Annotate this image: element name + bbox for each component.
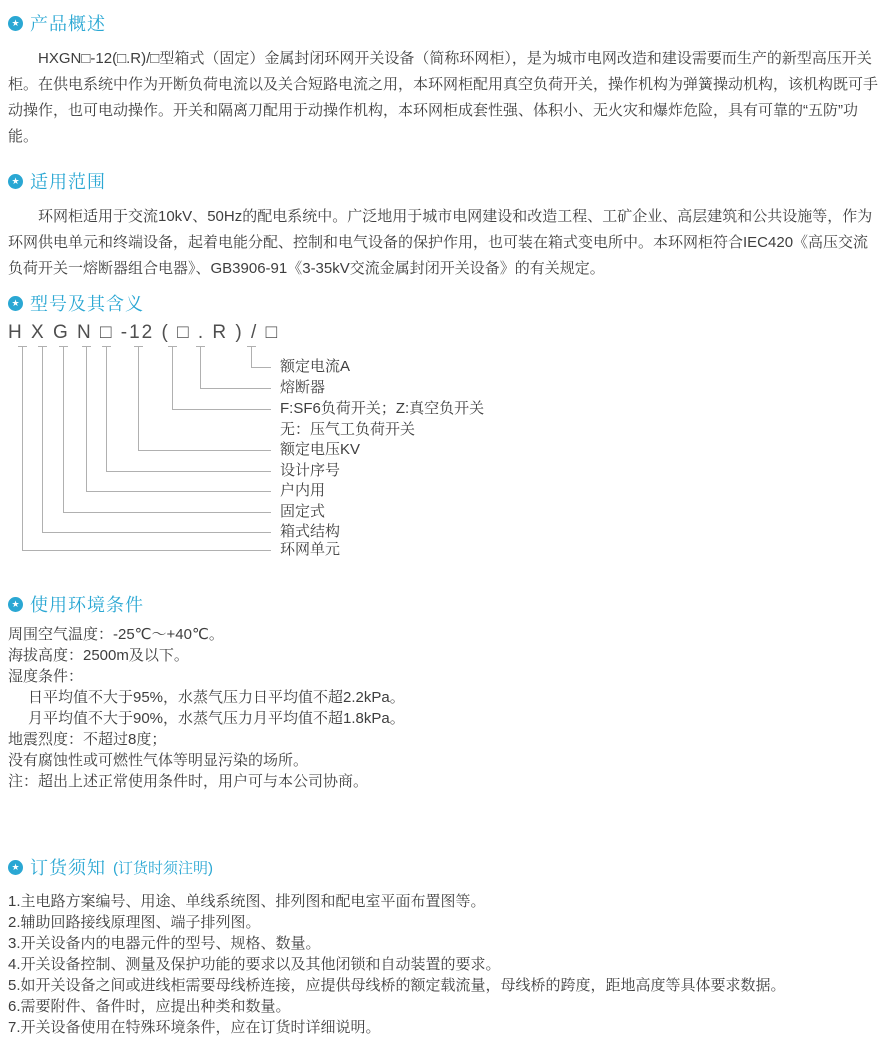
section-ordering-subtitle: (订货时须注明) (113, 859, 213, 877)
connector-vline (42, 346, 43, 532)
ordering-item: 7.开关设备使用在特殊环境条件，应在订货时详细说明。 (8, 1019, 381, 1036)
model-label-ring-unit: 环网单元 (280, 541, 341, 558)
section-environment-title: 使用环境条件 (30, 595, 144, 615)
section-overview-title: 产品概述 (30, 14, 106, 34)
env-line: 日平均值不大于95%，水蒸气压力日平均值不超2.2kPa。 (28, 689, 405, 706)
ordering-item: 3.开关设备内的电器元件的型号、规格、数量。 (8, 935, 321, 952)
connector-vline (86, 346, 87, 491)
connector-hline (200, 388, 271, 389)
model-label-rated-current: 额定电流A (280, 358, 351, 375)
connector-vline (106, 346, 107, 471)
section-overview-heading (8, 12, 880, 34)
star-circle-icon (8, 16, 23, 31)
connector-hline (63, 512, 271, 513)
model-label-design-serial: 设计序号 (280, 462, 341, 479)
connector-vline (251, 346, 252, 367)
section-ordering-title: 订货须知 (30, 858, 106, 878)
section-model-heading (8, 292, 880, 314)
connector-vline (138, 346, 139, 450)
env-line: 注：超出上述正常使用条件时，用户可与本公司协商。 (8, 773, 369, 790)
model-label-fuse: 熔断器 (280, 379, 326, 396)
ordering-item: 6.需要附件、备件时，应提出种类和数量。 (8, 998, 291, 1015)
connector-hline (86, 491, 271, 492)
connector-hline (106, 471, 271, 472)
connector-vline (63, 346, 64, 512)
environment-conditions (8, 624, 880, 792)
connector-hline (138, 450, 271, 451)
section-environment-heading (8, 593, 880, 615)
section-ordering-heading (8, 856, 880, 878)
env-line: 没有腐蚀性或可燃性气体等明显污染的场所。 (8, 752, 309, 769)
star-circle-icon (8, 296, 23, 311)
model-label-fixed-type: 固定式 (280, 503, 326, 520)
connector-hline (251, 367, 271, 368)
env-line: 月平均值不大于90%，水蒸气压力月平均值不超1.8kPa。 (28, 710, 405, 727)
star-glyph: ★ (11, 598, 20, 609)
ordering-item: 5.如开关设备之间或进线柜需要母线桥连接，应提供母线桥的额定载流量，母线桥的跨度，距地高度等具体要求数据。 (8, 977, 786, 994)
scope-paragraph: 环网柜适用于交流10kV、50Hz的配电系统中。广泛地用于城市电网建设和改造工程、工矿企业、高层建筑和公共设施等，作为环网供电单元和终端设备，起着电能分配、控制和电气设备的保护作用，也可装在箱式变电所中。本环网柜符合IEC420《高压交流负荷开关一熔断器组合电器》、GB3906-91《3-35kV交流金属封闭开关设备》的有关规定。 (8, 208, 873, 277)
star-glyph: ★ (11, 297, 20, 308)
env-line: 周围空气温度：-25℃～+40℃。 (8, 626, 224, 643)
connector-vline (172, 346, 173, 409)
star-circle-icon (8, 860, 23, 875)
section-model-title: 型号及其含义 (30, 294, 144, 314)
model-designation-diagram (8, 346, 880, 561)
model-label-rated-voltage: 额定电压KV (280, 441, 361, 458)
ordering-item: 1.主电路方案编号、用途、单线系统图、排列图和配电室平面布置图等。 (8, 893, 486, 910)
overview-paragraph: HXGN□-12(□.R)/□型箱式（固定）金属封闭环网开关设备（简称环网柜），是为城市电网改造和建设需要而生产的新型高压开关柜。在供电系统中作为开断负荷电流以及关合短路电流之用，本环网柜配用真空负荷开关，操作机构为弹簧操动机构，该机构既可手动操作，也可电动操作。开关和隔离刀配用于动操作机构，本环网柜成套性强、体积小、无火灾和爆炸危险，具有可靠的“五防”功能。 (8, 50, 879, 145)
model-label-switch-type-2: 无：压气工负荷开关 (280, 421, 416, 438)
connector-vline (22, 346, 23, 550)
model-code: H X G N □ -12 ( □ . R ) / □ (8, 322, 280, 343)
env-line: 海拔高度：2500m及以下。 (8, 647, 189, 664)
ordering-item: 4.开关设备控制、测量及保护功能的要求以及其他闭锁和自动装置的要求。 (8, 956, 501, 973)
ordering-notes-list (8, 891, 880, 1038)
star-circle-icon (8, 597, 23, 612)
env-line: 湿度条件： (8, 668, 84, 685)
model-label-box-structure: 箱式结构 (280, 523, 341, 540)
connector-hline (22, 550, 271, 551)
section-scope-heading (8, 170, 880, 192)
model-label-indoor-use: 户内用 (280, 482, 326, 499)
connector-hline (172, 409, 271, 410)
star-circle-icon (8, 174, 23, 189)
star-glyph: ★ (11, 175, 20, 186)
ordering-item: 2.辅助回路接线原理图、端子排列图。 (8, 914, 261, 931)
env-line: 地震烈度：不超过8度； (8, 731, 167, 748)
model-label-switch-type: F:SF6负荷开关；Z:真空负开关 (280, 400, 485, 417)
section-scope-title: 适用范围 (30, 172, 106, 192)
connector-hline (42, 532, 271, 533)
star-glyph: ★ (11, 861, 20, 872)
connector-vline (200, 346, 201, 388)
star-glyph: ★ (11, 17, 20, 28)
